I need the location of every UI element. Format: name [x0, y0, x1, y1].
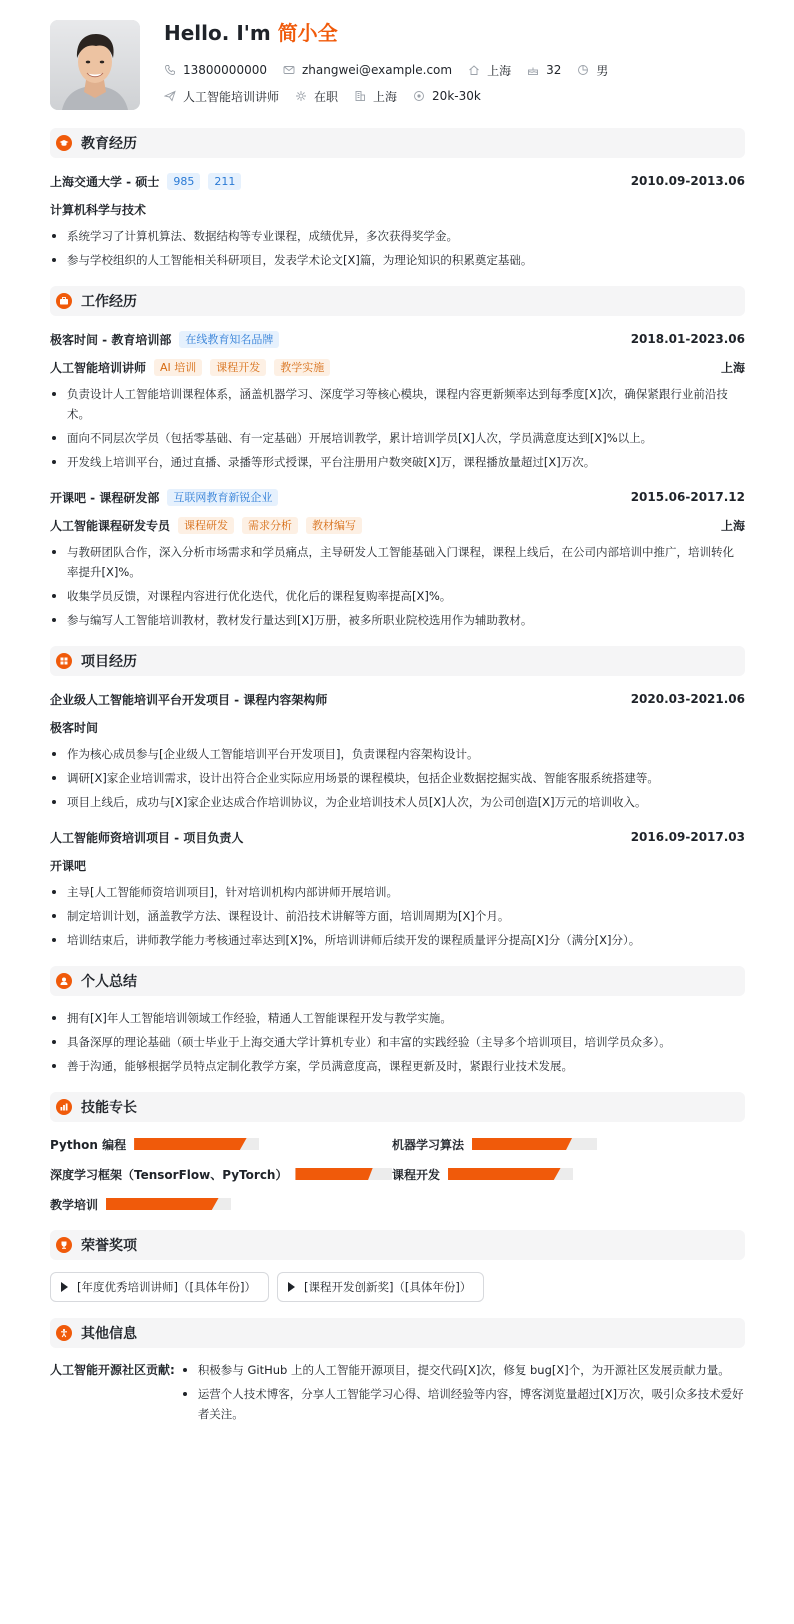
- candidate-name: 简小全: [277, 21, 338, 45]
- list-item: 负责设计人工智能培训课程体系，涵盖机器学习、深度学习等核心模块，课程内容更新频率达到每季度[X]次，确保紧跟行业前沿技术。: [50, 384, 745, 424]
- phone-icon: [164, 64, 176, 76]
- grid-icon: [56, 653, 72, 669]
- school-tag: 211: [208, 173, 241, 190]
- city-item: [468, 62, 511, 79]
- list-item: 培训结束后，讲师教学能力考核通过率达到[X]%，所培训讲师后续开发的课程质量评分提高[X]分（满分[X]分）。: [50, 930, 745, 950]
- awards-section: [50, 1230, 745, 1302]
- school-tag: 985: [167, 173, 200, 190]
- role-tag: 需求分析: [242, 517, 298, 534]
- other-header: [50, 1318, 745, 1348]
- project-bullets: [50, 744, 745, 812]
- section-title: 工作经历: [81, 294, 137, 310]
- home-icon: [468, 64, 480, 76]
- email-item: [283, 63, 452, 77]
- age: 32: [546, 63, 562, 77]
- chart-icon: [56, 1099, 72, 1115]
- list-item: 调研[X]家企业培训需求，设计出符合企业实际应用场景的课程模块，包括企业数据挖掘实战、智能客服系统搭建等。: [50, 768, 745, 788]
- summary-section: [50, 966, 745, 1076]
- role-row: [50, 356, 745, 378]
- company-row: [50, 486, 745, 508]
- greeting-title: [164, 20, 338, 46]
- list-item: 拥有[X]年人工智能培训领域工作经验，精通人工智能课程开发与教学实施。: [50, 1008, 745, 1028]
- skill-name: 深度学习框架（TensorFlow、PyTorch）: [50, 1167, 288, 1182]
- skill-level-bar: [295, 1168, 392, 1180]
- target-city: 上海: [373, 89, 398, 104]
- list-item: 参与编写人工智能培训教材，教材发行量达到[X]万册，被多所职业院校选用作为辅助教材。: [50, 610, 745, 630]
- award-item[interactable]: [50, 1272, 269, 1302]
- age-item: [527, 63, 561, 77]
- list-item: 作为核心成员参与[企业级人工智能培训平台开发项目]，负责课程内容架构设计。: [50, 744, 745, 764]
- coin-icon: [413, 90, 425, 102]
- education-section: [50, 128, 745, 270]
- role-tag: AI 培训: [154, 359, 202, 376]
- skill-name: Python 编程: [50, 1137, 127, 1152]
- project-block: [50, 688, 745, 812]
- role-tag: 教学实施: [274, 359, 330, 376]
- project-row: [50, 688, 745, 710]
- salary: 20k-30k: [432, 89, 481, 103]
- phone-number: 13800000000: [183, 63, 267, 77]
- resume-header: [50, 20, 745, 128]
- section-title: 技能专长: [81, 1100, 137, 1116]
- list-item: 制定培训计划，涵盖教学方法、课程设计、前沿技术讲解等方面，培训周期为[X]个月。: [50, 906, 745, 926]
- education-bullets: [50, 226, 745, 270]
- job-title: 人工智能培训讲师: [183, 89, 280, 104]
- accessibility-icon: [56, 1325, 72, 1341]
- greeting-text: Hello. I'm: [164, 21, 278, 45]
- city: 上海: [487, 63, 512, 78]
- project-name: 企业级人工智能培训平台开发项目 - 课程内容架构师: [50, 692, 328, 707]
- projects-section: [50, 646, 745, 950]
- skill-name: 机器学习算法: [392, 1137, 465, 1152]
- summary-bullets: [50, 1008, 745, 1076]
- avatar-photo: [50, 20, 140, 110]
- company-tag: 互联网教育新锐企业: [167, 489, 278, 506]
- skills-header: [50, 1092, 745, 1122]
- skills-section: [50, 1092, 745, 1214]
- phone-item: [164, 63, 267, 77]
- job-date: 2015.06-2017.12: [630, 490, 745, 504]
- role-tag: 教材编写: [306, 517, 362, 534]
- job-status: 在职: [314, 89, 339, 104]
- skill-item: [50, 1194, 392, 1214]
- work-header: [50, 286, 745, 316]
- work-section: [50, 286, 745, 630]
- list-item: 参与学校组织的人工智能相关科研项目，发表学术论文[X]篇，为理论知识的积累奠定基础。: [50, 250, 745, 270]
- company-tag: 在线教育知名品牌: [179, 331, 279, 348]
- list-item: 开发线上培训平台，通过直播、录播等形式授课，平台注册用户数突破[X]万，课程播放量超过[X]万次。: [50, 452, 745, 472]
- projects-header: [50, 646, 745, 676]
- education-date: 2010.09-2013.06: [630, 174, 745, 188]
- skill-name: 课程开发: [392, 1167, 441, 1182]
- email-address: zhangwei@example.com: [301, 63, 453, 77]
- project-bullets: [50, 882, 745, 950]
- trophy-icon: [56, 1237, 72, 1253]
- graduation-cap-icon: [56, 135, 72, 151]
- list-item: 运营个人技术博客，分享人工智能学习心得、培训经验等内容，博客浏览量超过[X]万次，吸引众多技术爱好者关注。: [181, 1384, 745, 1424]
- project-org-row: [50, 854, 745, 876]
- skill-level-fill: [295, 1168, 372, 1180]
- target-city-item: [354, 88, 397, 105]
- role-tag: 课程研发: [178, 517, 234, 534]
- send-icon: [164, 90, 176, 102]
- list-item: 善于沟通，能够根据学员特点定制化教学方案，学员满意度高，课程更新及时，紧跟行业技术发展。: [50, 1056, 745, 1076]
- section-title: 其他信息: [81, 1326, 137, 1342]
- summary-header: [50, 966, 745, 996]
- awards-header: [50, 1230, 745, 1260]
- section-title: 个人总结: [81, 974, 137, 990]
- major: 计算机科学与技术: [50, 202, 147, 217]
- role-row: [50, 514, 745, 536]
- section-title: 荣誉奖项: [81, 1238, 137, 1254]
- company-row: [50, 328, 745, 350]
- education-header: [50, 128, 745, 158]
- job-location: 上海: [720, 518, 745, 533]
- other-bullets: [181, 1360, 745, 1428]
- project-org: 极客时间: [50, 720, 99, 735]
- job-bullets: [50, 384, 745, 472]
- mail-icon: [283, 64, 295, 76]
- skill-item: [50, 1134, 392, 1154]
- resume-page: [50, 20, 745, 1444]
- triangle-icon: [288, 1282, 295, 1292]
- cake-icon: [527, 64, 539, 76]
- project-row: [50, 826, 745, 848]
- list-item: 积极参与 GitHub 上的人工智能开源项目，提交代码[X]次，修复 bug[X]个，为开源社区发展贡献力量。: [181, 1360, 745, 1380]
- salary-item: [413, 89, 481, 103]
- role-name: 人工智能课程研发专员: [50, 518, 171, 533]
- list-item: 面向不同层次学员（包括零基础、有一定基础）开展培训教学，累计培训学员[X]人次，学员满意度达到[X]%以上。: [50, 428, 745, 448]
- skill-level-fill: [448, 1168, 561, 1180]
- job-intent-row: [164, 87, 497, 105]
- gender-icon: [577, 64, 589, 76]
- project-block: [50, 826, 745, 950]
- skill-level-bar: [448, 1168, 573, 1180]
- skill-item: [50, 1164, 392, 1184]
- other-label: 人工智能开源社区贡献:: [50, 1363, 175, 1377]
- briefcase-icon: [56, 293, 72, 309]
- skill-item: [392, 1164, 734, 1184]
- list-item: 具备深厚的理论基础（硕士毕业于上海交通大学计算机专业）和丰富的实践经验（主导多个培训项目，培训学员众多）。: [50, 1032, 745, 1052]
- company-name: 极客时间 - 教育培训部: [50, 332, 172, 347]
- job-item: [164, 88, 279, 105]
- skill-level-fill: [472, 1138, 572, 1150]
- major-row: [50, 198, 745, 220]
- skill-level-fill: [106, 1198, 219, 1210]
- job-bullets: [50, 542, 745, 630]
- avatar: [50, 20, 140, 110]
- other-content: [50, 1360, 745, 1428]
- job-block: [50, 328, 745, 472]
- skill-level-bar: [106, 1198, 231, 1210]
- other-section: [50, 1318, 745, 1428]
- awards-list: [50, 1272, 745, 1302]
- section-title: 项目经历: [81, 654, 137, 670]
- list-item: 收集学员反馈，对课程内容进行优化迭代，优化后的课程复购率提高[X]%。: [50, 586, 745, 606]
- job-block: [50, 486, 745, 630]
- skill-name: 教学培训: [50, 1197, 99, 1212]
- section-title: 教育经历: [81, 136, 137, 152]
- building-icon: [354, 90, 366, 102]
- list-item: 主导[人工智能师资培训项目]，针对培训机构内部讲师开展培训。: [50, 882, 745, 902]
- gender: 男: [596, 63, 609, 78]
- project-date: 2020.03-2021.06: [630, 692, 745, 706]
- status-icon: [295, 90, 307, 102]
- job-location: 上海: [720, 360, 745, 375]
- contact-row: [164, 61, 624, 79]
- job-date: 2018.01-2023.06: [630, 332, 745, 346]
- education-row: [50, 170, 745, 192]
- project-org-row: [50, 716, 745, 738]
- list-item: 项目上线后，成功与[X]家企业达成合作培训协议，为企业培训技术人员[X]人次，为公司创造[X]万元的培训收入。: [50, 792, 745, 812]
- school-name: 上海交通大学 - 硕士: [50, 174, 160, 189]
- gender-item: [577, 62, 608, 79]
- status-item: [295, 88, 338, 105]
- skills-grid: [50, 1134, 745, 1214]
- role-name: 人工智能培训讲师: [50, 360, 147, 375]
- company-name: 开课吧 - 课程研发部: [50, 490, 160, 505]
- award-text: [年度优秀培训讲师]（[具体年份]）: [77, 1280, 256, 1294]
- project-date: 2016.09-2017.03: [630, 830, 745, 844]
- skill-level-fill: [134, 1138, 247, 1150]
- skill-level-bar: [472, 1138, 597, 1150]
- list-item: 与教研团队合作，深入分析市场需求和学员痛点，主导研发人工智能基础入门课程，课程上线后，在公司内部培训中推广，培训转化率提升[X]%。: [50, 542, 745, 582]
- role-tag: 课程开发: [210, 359, 266, 376]
- list-item: 系统学习了计算机算法、数据结构等专业课程，成绩优异，多次获得奖学金。: [50, 226, 745, 246]
- project-org: 开课吧: [50, 858, 87, 873]
- award-text: [课程开发创新奖]（[具体年份]）: [303, 1280, 472, 1294]
- project-name: 人工智能师资培训项目 - 项目负责人: [50, 830, 244, 845]
- user-icon: [56, 973, 72, 989]
- skill-level-bar: [134, 1138, 259, 1150]
- award-item[interactable]: [277, 1272, 484, 1302]
- skill-item: [392, 1134, 734, 1154]
- triangle-icon: [61, 1282, 68, 1292]
